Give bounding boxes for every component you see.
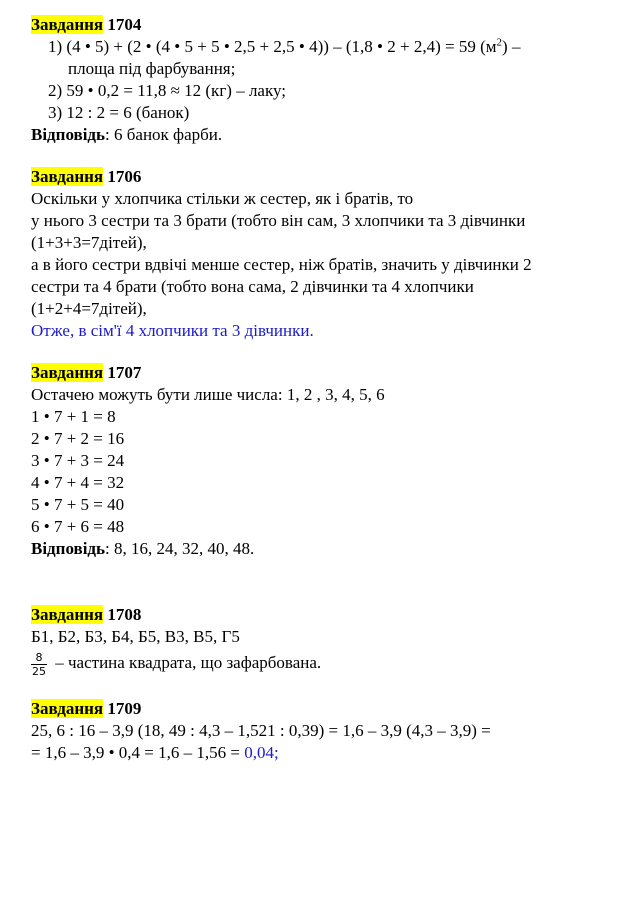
- step-1: 1) (4 • 5) + (2 • (4 • 5 + 5 • 2,5 + 2,5 • 4)) – (1,8 • 2 + 2,4) = 59 $(м^2)$ –: [48, 36, 521, 56]
- task-number: 1709: [107, 699, 142, 718]
- equation-line: 6 • 7 + 6 = 48: [31, 517, 125, 536]
- equation-line: 5 • 7 + 5 = 40: [31, 495, 125, 514]
- fraction-denominator: 25: [32, 664, 46, 678]
- task-1708: [31, 604, 621, 678]
- task-label: Завдання: [31, 15, 104, 34]
- text-line: Остачею можуть бути лише числа: 1, 2 , 3, 4, 5, 6: [31, 385, 385, 404]
- task-heading: [31, 166, 621, 188]
- step-1-continuation: площа під фарбування;: [68, 59, 236, 78]
- text-line: Б1, Б2, Б3, Б4, Б5, В3, В5, Г5: [31, 627, 240, 646]
- text-line: (1+2+4=7дітей),: [31, 299, 147, 318]
- task-heading: [31, 14, 621, 36]
- text-line: сестри та 4 брати (тобто вона сама, 2 дівчинки та 4 хлопчики: [31, 277, 474, 296]
- task-number: 1706: [107, 167, 142, 186]
- task-label: Завдання: [31, 699, 104, 718]
- answer: Відповідь: 8, 16, 24, 32, 40, 48.: [31, 539, 255, 558]
- task-number: 1708: [107, 605, 142, 624]
- text-line: Оскільки у хлопчика стільки ж сестер, як і братів, то: [31, 189, 414, 208]
- task-heading: [31, 362, 621, 384]
- task-1707: [31, 362, 621, 560]
- task-heading: [31, 698, 621, 720]
- fraction-line: $\frac{8}{25}$ – частина квадрата, що зафарбована.: [32, 650, 322, 678]
- fraction-numerator: 8: [31, 651, 47, 665]
- answer: Відповідь: 6 банок фарби.: [31, 125, 223, 144]
- task-1709: [31, 698, 621, 764]
- task-number: 1704: [107, 15, 142, 34]
- task-1704: [31, 14, 621, 146]
- conclusion: Отже, в сім'ї 4 хлопчики та 3 дівчинки.: [31, 321, 314, 340]
- step-2: 2) 59 • 0,2 = 11,8 ≈ 12 (кг) – лаку;: [48, 81, 286, 100]
- equation-line: 3 • 7 + 3 = 24: [31, 451, 125, 470]
- result: 0,04;: [244, 743, 279, 762]
- task-1706: [31, 166, 621, 342]
- text-line: (1+3+3=7дітей),: [31, 233, 147, 252]
- task-label: Завдання: [31, 605, 104, 624]
- step-3: 3) 12 : 2 = 6 (банок): [48, 103, 190, 122]
- task-label: Завдання: [31, 363, 104, 382]
- task-label: Завдання: [31, 167, 104, 186]
- equation-line: 25, 6 : 16 – 3,9 (18, 49 : 4,3 – 1,521 : 0,39) = 1,6 – 3,9 (4,3 – 3,9) =: [31, 721, 491, 740]
- text-line: а в його сестри вдвічі менше сестер, ніж братів, значить у дівчинки 2: [31, 255, 532, 274]
- equation-line: 4 • 7 + 4 = 32: [31, 473, 125, 492]
- text-line: у нього 3 сестри та 3 брати (тобто він сам, 3 хлопчики та 3 дівчинки: [31, 211, 526, 230]
- document-page: [31, 14, 621, 764]
- task-heading: [31, 604, 621, 626]
- equation-line: 2 • 7 + 2 = 16: [31, 429, 125, 448]
- fraction: [31, 651, 47, 678]
- equation-line: 1 • 7 + 1 = 8: [31, 407, 116, 426]
- task-number: 1707: [107, 363, 142, 382]
- equation-line: = 1,6 – 3,9 • 0,4 = 1,6 – 1,56 = 0,04;: [31, 743, 279, 762]
